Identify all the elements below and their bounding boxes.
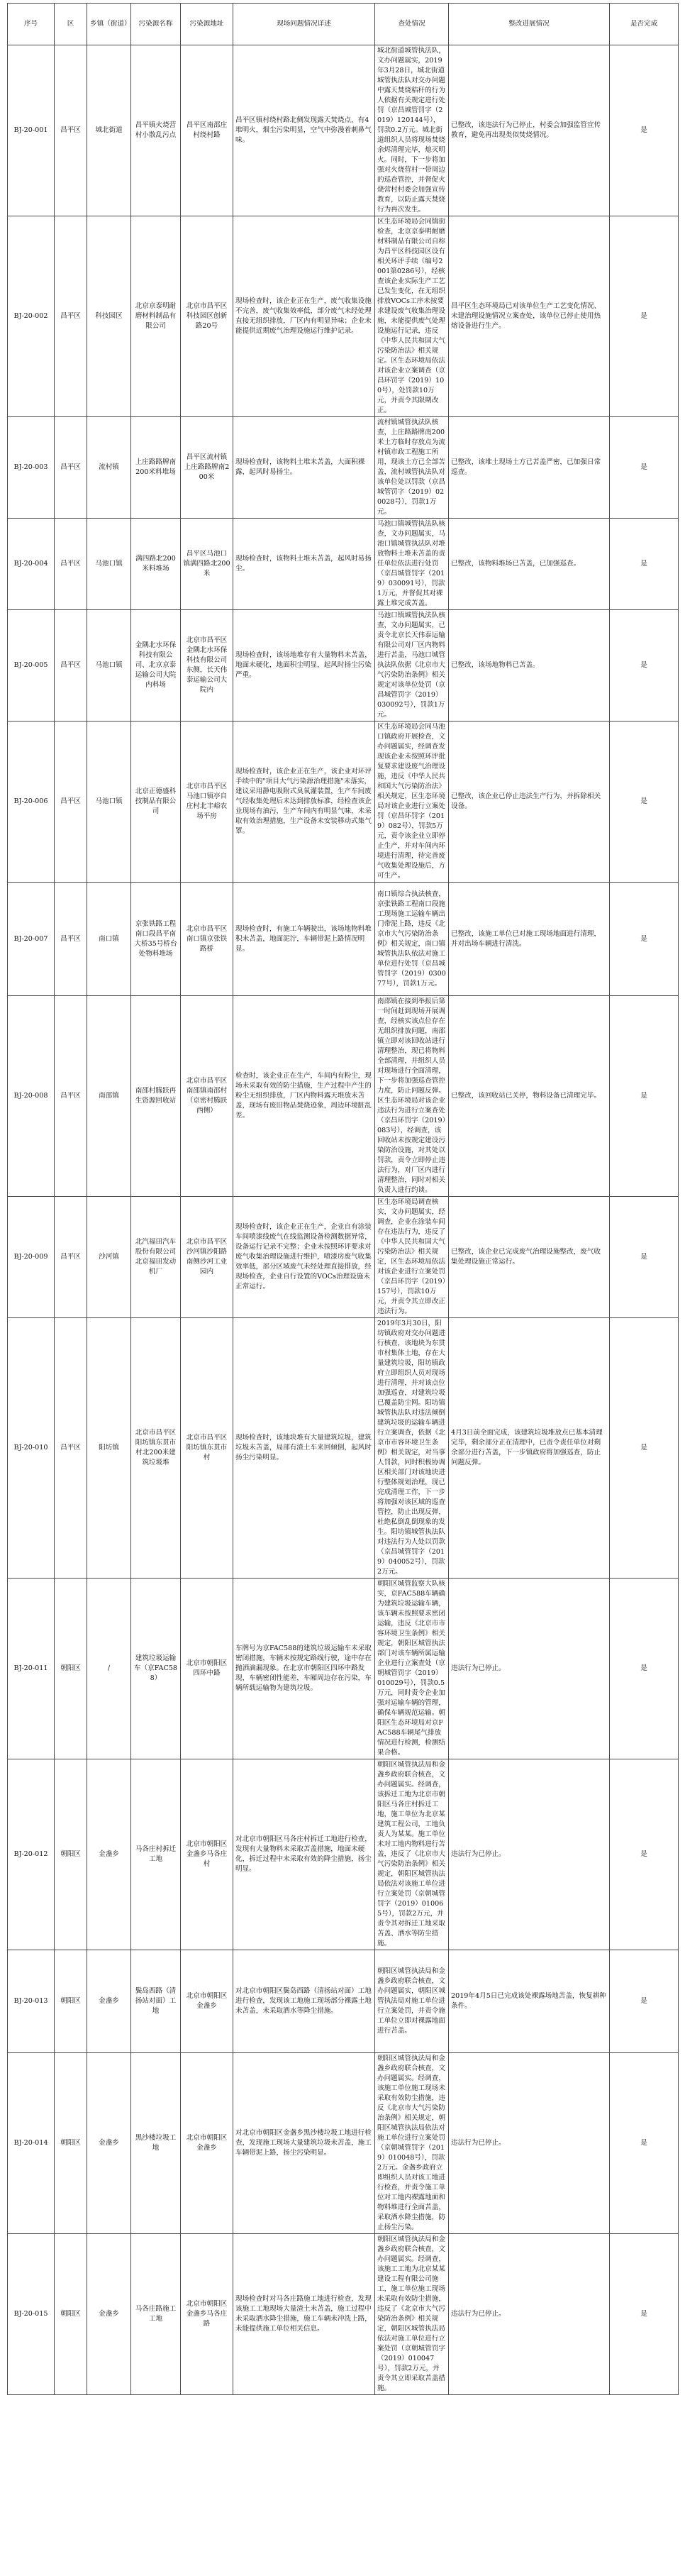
town-cell: 金盏乡 — [87, 1759, 131, 1950]
source-address-cell: 北京市昌平区阳坊镇东贯市村 — [181, 1318, 233, 1579]
source-address-cell: 北京市昌平区科技园区创新路20号 — [181, 216, 233, 417]
completed-cell: 是 — [610, 1579, 679, 1759]
source-address-cell: 昌平区南邵庄村绕村路 — [181, 45, 233, 216]
source-address-cell: 北京市朝阳区金盏乡 — [181, 2053, 233, 2234]
col-district-header: 区 — [55, 4, 87, 45]
progress-cell: 已整改，该施工单位已对施工现场地面进行清理，并对出场车辆进行清洗。 — [449, 883, 610, 996]
problem-cell: 现场检查时对马各庄路施工地进行检查，发现该施工工地现场大量渣土未苫盖，施工过程中未采取洒水降尘措施，施工车辆未冲洗上路，未能提供施工单位相关信息。 — [233, 2234, 375, 2395]
completed-cell: 是 — [610, 45, 679, 216]
problem-cell: 对北京市朝阳区鬓岛西路（清扬站对面）工地进行检查，发现该工地施工现场部分裸露土地未苫盖，未采取洒水等降尘措施。 — [233, 1950, 375, 2053]
table-row — [8, 1950, 679, 2053]
completed-cell: 是 — [610, 996, 679, 1197]
district-cell: 昌平区 — [55, 417, 87, 519]
town-cell: 马池口镇 — [87, 610, 131, 722]
problem-cell: 现场检查时，有施工车辆驶出，该场地物料堆积未苫盖，地面泥泞，车辆带泥上路情况明显。 — [233, 883, 375, 996]
table-row — [8, 2053, 679, 2234]
completed-cell: 是 — [610, 1950, 679, 2053]
serial-cell: BJ-20-008 — [8, 996, 55, 1197]
district-cell: 朝阳区 — [55, 1950, 87, 2053]
col-inspection-header: 查处情况 — [375, 4, 449, 45]
inspection-cell: 流村镇城管执法队核查，上庄路路牌南200米土方临时存放点为流村镇市政工程施工所用，现该土方已全部苫盖，流村城管执法队对该单位处以罚款（京昌城管罚字（2019）020028号），罚款1万元。 — [375, 417, 449, 519]
table-row — [8, 216, 679, 417]
source-address-cell: 北京市昌平区南口镇京张铁路桥 — [181, 883, 233, 996]
progress-cell: 4月3日前全面完成，该建筑垃圾堆放点已基本清理完毕，剩余部分正在清理中，已责令责任单位对剩余部分进行苫盖，下一步镇政府将加强巡查，防止问题反弹。 — [449, 1318, 610, 1579]
table-row — [8, 610, 679, 722]
table-row — [8, 1579, 679, 1759]
inspection-cell: 朝阳区城管执法局和金盏乡政府联合核查，文办问题属实，朝阳区城管执法局对施工单位进行立案处罚，并责令施工单位立即对裸露地面进行苫盖。 — [375, 1950, 449, 2053]
source-name-cell: 金隅北水环保科技有限公司、北京京泰运输公司大院内料场 — [131, 610, 181, 722]
table-row — [8, 519, 679, 610]
serial-cell: BJ-20-015 — [8, 2234, 55, 2395]
serial-cell: BJ-20-004 — [8, 519, 55, 610]
source-address-cell: 北京市昌平区马池口镇亭自庄村北丰峪农场平房 — [181, 722, 233, 883]
district-cell: 昌平区 — [55, 722, 87, 883]
source-name-cell: 南邵村腾跃再生资源回收站 — [131, 996, 181, 1197]
town-cell: 南邵镇 — [87, 996, 131, 1197]
progress-cell: 已整改，该堆土现场土方已苫盖严密，已加强日常巡查。 — [449, 417, 610, 519]
serial-cell: BJ-20-013 — [8, 1950, 55, 2053]
problem-cell: 现场检查时，该企业正在生产，企业自有涂装车间喷漆线废气在线监测设备检测数据异常，设备运行记录不完整；企业未按照环评要求对废气收集治理设施进行维护，喷漆房废气收集效率低，部分区域废气未经处理直接排放，经现场检查，企业自行设置的VOCs治理设施未正常运行。 — [233, 1197, 375, 1318]
inspection-cell: 马池口镇城管执法队核查，文办问题属实，马池口镇城管执法队对堆放物料土堆未苫盖的责任单位依法进行处罚（京昌城管罚字（2019）030091号），罚款1万元，并督促其对裸露土堆完成苫盖。 — [375, 519, 449, 610]
inspection-cell: 马池口镇城管执法队核查，文办问题属实，已责令北京长天伟泰运输有限公司对厂区内物料进行苫盖，马池口城管执法队依据《北京市大气污染防治条例》相关规定对该单位处罚（京昌城管罚字（2019）030092号），罚款1万元。 — [375, 610, 449, 722]
source-name-cell: 京张铁路工程南口段昌平南大桥35号桥台处物料堆场 — [131, 883, 181, 996]
source-name-cell: 马各庄路施工工地 — [131, 2234, 181, 2395]
progress-cell: 已整改，该违法行为已停止，村委会加强监管宣传教育，避免再出现类似焚烧情况。 — [449, 45, 610, 216]
serial-cell: BJ-20-012 — [8, 1759, 55, 1950]
completed-cell: 是 — [610, 1318, 679, 1579]
inspection-cell: 朝阳区城管执法局和金盏乡政府联合核查，文办问题属实。经调查，该施工工地为北京某某建设工程有限公司施工，施工单位施工现场未采取有效防尘措施，违反了《北京市大气污染防治条例》相关规定，朝阳区城管执法局依法对施工单位进行立案处罚（京朝城管罚字（2019）010047号），罚款2万元，并责令其立即采取苫盖措施。 — [375, 2234, 449, 2395]
progress-cell: 昌平区生态环境局已对该单位生产工艺变化情况、未建治理设施情况立案查处，该单位已停止使用热熔设备进行生产。 — [449, 216, 610, 417]
district-cell: 昌平区 — [55, 996, 87, 1197]
serial-cell: BJ-20-009 — [8, 1197, 55, 1318]
inspection-cell: 朝阳区城管执法局和金盏乡政府联合核查，文办问题属实。经调查，该施工单位施工现场未采取有效防尘措施，违反《北京市大气污染防治条例》相关规定，朝阳区城管执法局依法对施工单位进行立案处罚（京朝城管罚字（2019）010048号），罚款2万元。金盏乡政府立即组织人员对该工地进行检查，并责令施工单位对工地内裸露地面和物料堆进行全面苫盖，采取洒水降尘措施，防止扬尘污染。 — [375, 2053, 449, 2234]
source-name-cell: 鬓岛西路（清扬站对面）工地 — [131, 1950, 181, 2053]
completed-cell: 是 — [610, 1197, 679, 1318]
source-address-cell: 北京市朝阳区金盏乡马各庄路 — [181, 2234, 233, 2395]
source-name-cell: 上庄路路牌南200米料堆场 — [131, 417, 181, 519]
town-cell: 沙河镇 — [87, 1197, 131, 1318]
district-cell: 昌平区 — [55, 519, 87, 610]
district-cell: 昌平区 — [55, 1318, 87, 1579]
source-name-cell: 北京京泰明耐磨材料制品有限公司 — [131, 216, 181, 417]
table-body — [8, 45, 679, 2395]
col-source-name-header: 污染源名称 — [131, 4, 181, 45]
town-cell: 南口镇 — [87, 883, 131, 996]
col-source-address-header: 污染源地址 — [181, 4, 233, 45]
district-cell: 朝阳区 — [55, 2234, 87, 2395]
problem-cell: 对北京市朝阳区马各庄村拆迁工地进行检查，发现有大量物料未采取苫盖措施，地面未硬化，拆迁过程中未采取有效的降尘措施，扬尘明显。 — [233, 1759, 375, 1950]
town-cell: 流村镇 — [87, 417, 131, 519]
table-row — [8, 1759, 679, 1950]
inspection-cell: 城北街道城管执法队，文办问题属实，2019年3月28日，城北街道城管执法队对交办问题中露天焚烧秸秆的行为人依据有关规定进行处罚（京昌城管罚字（2019）120144号），罚款0.2万元。城北街道组织人员将现场焚烧余烬清理完毕，熄灭明火。同时，下一步将加强对火烧营村一带周边的巡查管控，并督促火烧营村村委会加强宣传教育，以防止露天焚烧行为再次发生。 — [375, 45, 449, 216]
district-cell: 朝阳区 — [55, 2053, 87, 2234]
table-header-row — [8, 4, 679, 45]
town-cell: / — [87, 1579, 131, 1759]
source-address-cell: 北京市昌平区南邵镇南邵村（京密村腾跃西侧） — [181, 996, 233, 1197]
table-row — [8, 1197, 679, 1318]
col-completed-header: 是否完成 — [610, 4, 679, 45]
town-cell: 马池口镇 — [87, 722, 131, 883]
completed-cell: 是 — [610, 722, 679, 883]
inspection-cell: 朝阳区城管执法局和金盏乡政府联合核查，文办问题属实。经调查，该拆迁工地为北京市朝阳区马各庄村拆迁工地，施工单位为北京某建筑工程公司，工地负责人为某某。施工单位未对工地内物料进行苫盖，违反了《北京市大气污染防治条例》相关规定，朝阳区城管执法局依法对该施工单位进行立案处罚（京朝城管罚字（2019）010065号），罚款2万元，并责令其对拆迁工地采取苫盖、洒水等防尘措施。 — [375, 1759, 449, 1950]
source-address-cell: 北京市朝阳区金盏乡马各庄村 — [181, 1759, 233, 1950]
problem-cell: 现场检查时，该场地堆存有大量物料未苫盖，地面未硬化，地面积尘明显，起风时扬尘污染严重。 — [233, 610, 375, 722]
source-address-cell: 昌平区流村镇上庄路路牌南200米 — [181, 417, 233, 519]
source-name-cell: 马各庄村拆迁工地 — [131, 1759, 181, 1950]
source-address-cell: 北京市朝阳区金盏乡 — [181, 1950, 233, 2053]
problem-cell: 昌平区镇村绕村路北侧发现露天焚烧点，有4堆明火，烟尘污染明显，空气中弥漫着刺鼻气味。 — [233, 45, 375, 216]
inspection-cell: 南邵镇在接到举报后第一时间赶到现场开展调查，经核实该点位存在无组织排放问题，南邵镇立即对该回收站进行清理整治，现已将物料全部清理，并组织人员对现场进行全面清理，下一步将加强巡查管控力度，防止问题反弹。区生态环境局对该企业违法行为进行立案查处（京昌环罚字（2019）083号），经调查，该回收站未按规定建设污染防治设施，对其处以罚款，责令立即停止违法行为，对厂区内进行清理整治，同时对相关负责人进行约谈。 — [375, 996, 449, 1197]
col-progress-header: 整改进展情况 — [449, 4, 610, 45]
district-cell: 昌平区 — [55, 216, 87, 417]
problem-cell: 现场检查时，该企业正在生产，该企业对环评手续中的"项目大气污染源治理措施"未落实，建议采用静电吸附式臭氧灌装置，生产车间废气经收集处理后未达到排放标准，经检查该企业现场有油污，生产车间内有明显气味，未采取有效治理措施，生产设备未安装移动式集气罩。 — [233, 722, 375, 883]
source-name-cell: 昌平镇火烧营村小散乱污点 — [131, 45, 181, 216]
problem-cell: 对北京市朝阳区金盏乡黑沙楼垃圾工地进行检查，发现施工现场大量建筑垃圾未苫盖，施工车辆带泥上路，扬尘污染明显。 — [233, 2053, 375, 2234]
town-cell: 金盏乡 — [87, 1950, 131, 2053]
district-cell: 昌平区 — [55, 610, 87, 722]
district-cell: 昌平区 — [55, 883, 87, 996]
completed-cell: 是 — [610, 519, 679, 610]
inspection-cell: 区生态环境局会同马池口镇政府开展检查，文办问题属实，经调查发现该企业未按照环评批复要求建设废气治理设施，违反《中华人民共和国大气污染防治法》相关规定，区生态环境局对该企业进行立案处罚（京昌环罚字（2019）082号），罚款5万元，责令该企业立即停止生产，并对车间内环境进行清理，待完善废气收集处理设施后，方可生产。 — [375, 722, 449, 883]
source-name-cell: 北京正德盛科技制品有限公司 — [131, 722, 181, 883]
town-cell: 城北街道 — [87, 45, 131, 216]
serial-cell: BJ-20-010 — [8, 1318, 55, 1579]
table-row — [8, 417, 679, 519]
town-cell: 阳坊镇 — [87, 1318, 131, 1579]
town-cell: 科技园区 — [87, 216, 131, 417]
completed-cell: 是 — [610, 610, 679, 722]
problem-cell: 现场检查时，该物料土堆未苫盖，大面积裸露，起风时易扬尘。 — [233, 417, 375, 519]
completed-cell: 是 — [610, 417, 679, 519]
col-serial-header: 序号 — [8, 4, 55, 45]
completed-cell: 是 — [610, 2053, 679, 2234]
completed-cell: 是 — [610, 883, 679, 996]
inspection-cell: 2019年3月30日，阳坊镇政府对交办问题进行核查，该地块为东贯市村集体土地，存在大量建筑垃圾，阳坊镇政府立即组织人员对现场进行清理，并对该点位加强巡查，对建筑垃圾已覆盖防尘网。阳坊镇城管执法队对违法倾倒建筑垃圾的运输车辆进行立案调查，依据《北京市市容环境卫生条例》相关规定，对当事人罚款，同时积极协调区相关部门对该地块进行整体规划治理，现已完成清理工作，下一步将加强对该区域的巡查管控，防止出现反弹，杜绝私倒乱倒现象的发生。阳坊镇城管执法队对违法行为人处以罚款（京昌城管罚字（2019）040052号），罚款2万元。 — [375, 1318, 449, 1579]
completed-cell: 是 — [610, 216, 679, 417]
progress-cell: 违法行为已停止。 — [449, 1759, 610, 1950]
inspection-cell: 区生态环境局调查核实，文办问题属实，经调查，企业在涂装车间存在违法行为，违反了《中华人民共和国大气污染防治法》相关规定，区生态环境局依法对该企业进行立案处罚（京昌环罚字（2019）157号），罚款10万元，并责令其立即改正违法行为。 — [375, 1197, 449, 1318]
table-row — [8, 722, 679, 883]
col-problem-header: 现场问题情况详述 — [233, 4, 375, 45]
source-address-cell: 北京市朝阳区四环中路 — [181, 1579, 233, 1759]
serial-cell: BJ-20-003 — [8, 417, 55, 519]
source-name-cell: 黑沙楼垃圾工地 — [131, 2053, 181, 2234]
rectification-table — [7, 3, 679, 2395]
inspection-cell: 南口镇综合执法核查，京张铁路工程南口段施工现场施工运输车辆出门带泥上路，违反《北京市大气污染防治条例》相关规定，南口镇城管执法队依法对施工单位进行处罚（京昌城管罚字（2019）030077号），罚款1万元。 — [375, 883, 449, 996]
problem-cell: 现场检查时，该企业正在生产，废气收集设施不完善，废气收集效率低，部分废气未经处理直接无组织排放，厂区内有明显异味；企业未能提供近期废气治理设施运行维护记录。 — [233, 216, 375, 417]
serial-cell: BJ-20-005 — [8, 610, 55, 722]
district-cell: 昌平区 — [55, 1197, 87, 1318]
progress-cell: 违法行为已停止。 — [449, 2234, 610, 2395]
serial-cell: BJ-20-007 — [8, 883, 55, 996]
town-cell: 金盏乡 — [87, 2234, 131, 2395]
district-cell: 朝阳区 — [55, 1759, 87, 1950]
table-row — [8, 45, 679, 216]
serial-cell: BJ-20-002 — [8, 216, 55, 417]
source-name-cell: 满四路北200米料堆场 — [131, 519, 181, 610]
problem-cell: 车牌号为京FAC588的建筑垃圾运输车未采取密闭措施，车辆未按规定路线行驶，途中存在抛洒滴漏现象。在北京市朝阳区四环中路发现，车辆密闭性能差，车厢周边存在污染，车辆所载运输物为建筑垃圾。 — [233, 1579, 375, 1759]
progress-cell: 已整改，该物料堆场已苫盖，已加强巡查。 — [449, 519, 610, 610]
source-name-cell: 北汽福田汽车股份有限公司北京福田发动机厂 — [131, 1197, 181, 1318]
source-name-cell: 北京市昌平区阳坊镇东贯市村北200米建筑垃圾堆 — [131, 1318, 181, 1579]
source-address-cell: 北京市昌平区沙河镇沙阳路南侧沙河工业园内 — [181, 1197, 233, 1318]
completed-cell: 是 — [610, 1759, 679, 1950]
table-row — [8, 883, 679, 996]
inspection-cell: 区生态环境局会同镇街检查，北京京泰明耐磨材料制品有限公司自称为昌平区科技园区设有相关环评手续（编号2001第0286号），经核查该企业实际生产工艺已发生变化，在无组织排放VOCs工序未按要求建设废气收集治理设施，未能提供废气处理设施运行记录，违反《中华人民共和国大气污染防治法》相关规定。区生态环境局依法对该企业立案调查（京昌环罚字（2019）100号），处罚款10万元，并责令其限期改正。 — [375, 216, 449, 417]
problem-cell: 现场检查时，该地块堆有大量建筑垃圾，建筑垃圾未苫盖，局部有渣土车来回倾倒，起风时扬尘污染明显。 — [233, 1318, 375, 1579]
progress-cell: 已整改，该企业已停止违法生产行为，并拆除相关设备。 — [449, 722, 610, 883]
col-town-header: 乡镇（街道） — [87, 4, 131, 45]
problem-cell: 现场检查时，该物料土堆未苫盖，起风时易扬尘。 — [233, 519, 375, 610]
serial-cell: BJ-20-006 — [8, 722, 55, 883]
source-name-cell: 建筑垃圾运输车（京FAC588） — [131, 1579, 181, 1759]
table-row — [8, 996, 679, 1197]
completed-cell: 是 — [610, 2234, 679, 2395]
progress-cell: 已整改，该场地物料已苫盖。 — [449, 610, 610, 722]
serial-cell: BJ-20-014 — [8, 2053, 55, 2234]
progress-cell: 已整改，该企业已完成废气治理设施整改，废气收集处理设施正常运行。 — [449, 1197, 610, 1318]
table-row — [8, 2234, 679, 2395]
progress-cell: 违法行为已停止。 — [449, 2053, 610, 2234]
district-cell: 昌平区 — [55, 45, 87, 216]
source-address-cell: 昌平区马池口镇满四路北200米 — [181, 519, 233, 610]
serial-cell: BJ-20-011 — [8, 1579, 55, 1759]
town-cell: 金盏乡 — [87, 2053, 131, 2234]
table-row — [8, 1318, 679, 1579]
town-cell: 马池口镇 — [87, 519, 131, 610]
progress-cell: 2019年4月5日已完成该处裸露场地苫盖，恢复耕种条件。 — [449, 1950, 610, 2053]
problem-cell: 检查时，该企业正在生产，车间内有粉尘，现场未采取有效的防尘措施，生产过程中产生的粉尘无组织排放，厂区内物料露天堆放未苫盖，现场有废旧物品焚烧迹象，周边环境脏乱差。 — [233, 996, 375, 1197]
district-cell: 朝阳区 — [55, 1579, 87, 1759]
inspection-cell: 朝阳区城管监察大队核实，京FAC588车辆确为建筑垃圾运输车辆，该车辆未按照要求密闭运输，违反《北京市市容环境卫生条例》相关规定，朝阳区城管执法部门对该车辆所属运输企业进行立案查处（京朝城管罚字（2019）010029号），罚款0.5万元，同时责令企业加强对运输车辆的管理，确保车辆规范运输。朝阳区生态环境局对京FAC588车辆尾气排放情况进行检测，检测结果合格。 — [375, 1579, 449, 1759]
progress-cell: 违法行为已停止。 — [449, 1579, 610, 1759]
progress-cell: 已整改，该回收站已关停，物料设备已清理完毕。 — [449, 996, 610, 1197]
serial-cell: BJ-20-001 — [8, 45, 55, 216]
source-address-cell: 北京市昌平区金隅北水环保科技有限公司东侧，长天伟泰运输公司大院内 — [181, 610, 233, 722]
